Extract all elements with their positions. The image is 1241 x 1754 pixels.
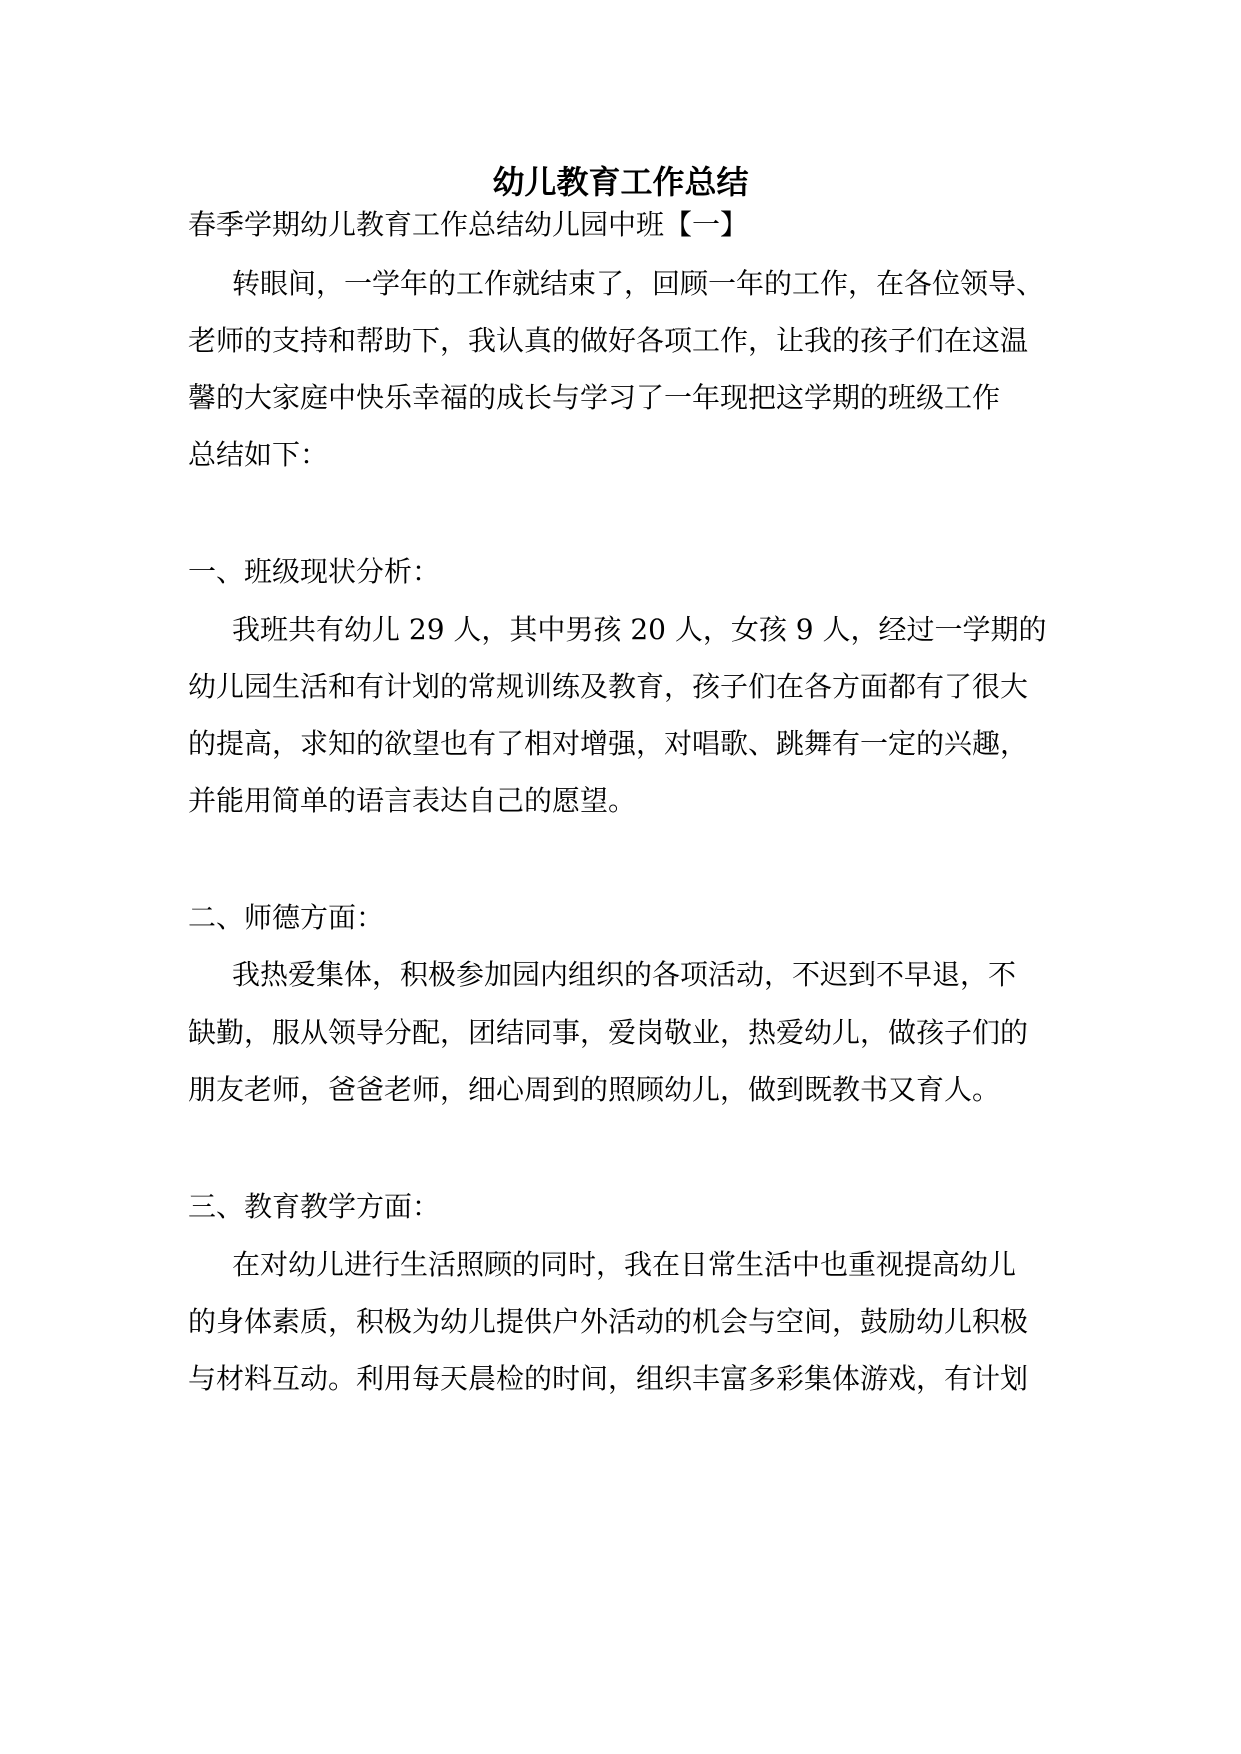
intro-line: 老师的支持和帮助下，我认真的做好各项工作，让我的孩子们在这温 xyxy=(188,324,1029,357)
intro-line: 总结如下： xyxy=(188,438,329,471)
section-heading: 二、师德方面： xyxy=(188,901,385,934)
section-line: 我班共有幼儿 29 人，其中男孩 20 人，女孩 9 人，经过一学期的 xyxy=(232,613,1047,646)
section-line: 幼儿园生活和有计划的常规训练及教育，孩子们在各方面都有了很大 xyxy=(188,670,1029,703)
intro-line: 馨的大家庭中快乐幸福的成长与学习了一年现把这学期的班级工作 xyxy=(188,381,1001,414)
section-line: 与材料互动。利用每天晨检的时间，组织丰富多彩集体游戏，有计划 xyxy=(188,1362,1029,1395)
document-title: 幼儿教育工作总结 xyxy=(492,163,749,201)
section-line: 的身体素质，积极为幼儿提供户外活动的机会与空间，鼓励幼儿积极 xyxy=(188,1305,1029,1338)
section-line: 并能用简单的语言表达自己的愿望。 xyxy=(188,784,637,817)
section-line: 朋友老师，爸爸老师，细心周到的照顾幼儿，做到既教书又育人。 xyxy=(188,1073,1001,1106)
section-line: 我热爱集体，积极参加园内组织的各项活动，不迟到不早退，不 xyxy=(232,958,1017,991)
section-line: 的提高，求知的欲望也有了相对增强，对唱歌、跳舞有一定的兴趣， xyxy=(188,727,1029,760)
section-heading: 一、班级现状分析： xyxy=(188,555,441,588)
intro-line: 转眼间，一学年的工作就结束了，回顾一年的工作，在各位领导、 xyxy=(232,267,1045,300)
section-line: 缺勤，服从领导分配，团结同事，爱岗敬业，热爱幼儿，做孩子们的 xyxy=(188,1016,1029,1049)
section-line: 在对幼儿进行生活照顾的同时，我在日常生活中也重视提高幼儿 xyxy=(232,1248,1017,1281)
document-subtitle: 春季学期幼儿教育工作总结幼儿园中班【一】 xyxy=(188,208,749,241)
section-heading: 三、教育教学方面： xyxy=(188,1190,441,1223)
